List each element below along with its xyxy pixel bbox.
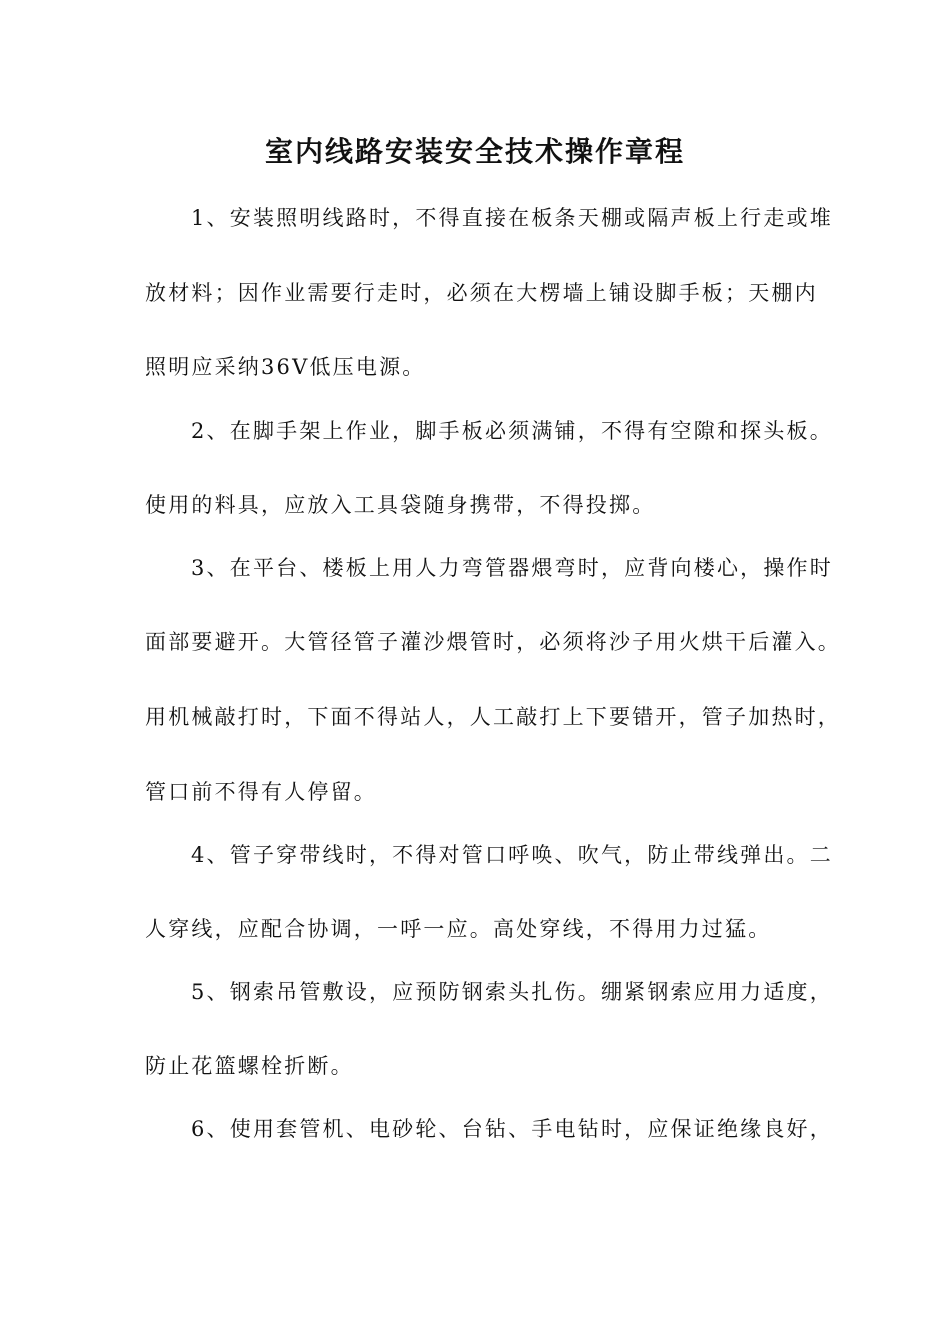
paragraph-5-line-1: 5、钢索吊管敷设，应预防钢索头扎伤。绷紧钢索应用力适度， <box>191 980 833 1004</box>
paragraph-3-line-1: 3、在平台、楼板上用人力弯管器煨弯时，应背向楼心，操作时 <box>191 556 833 580</box>
paragraph-3-line-4: 管口前不得有人停留。 <box>145 780 377 804</box>
paragraph-1-line-3: 照明应采纳36V低压电源。 <box>145 355 426 379</box>
paragraph-3-line-2: 面部要避开。大管径管子灌沙煨管时，必须将沙子用火烘干后灌入。 <box>145 630 841 654</box>
paragraph-2-line-2: 使用的料具，应放入工具袋随身携带，不得投掷。 <box>145 493 656 517</box>
paragraph-3-line-3: 用机械敲打时，下面不得站人，人工敲打上下要错开，管子加热时， <box>145 705 841 729</box>
paragraph-4-line-2: 人穿线，应配合协调，一呼一应。高处穿线，不得用力过猛。 <box>145 917 772 941</box>
paragraph-1-line-2: 放材料；因作业需要行走时，必须在大楞墙上铺设脚手板；天棚内 <box>145 281 818 305</box>
paragraph-1-line-1: 1、安装照明线路时，不得直接在板条天棚或隔声板上行走或堆 <box>191 206 833 230</box>
paragraph-2-line-1: 2、在脚手架上作业，脚手板必须满铺，不得有空隙和探头板。 <box>191 419 833 443</box>
document-title: 室内线路安装安全技术操作章程 <box>264 135 685 168</box>
paragraph-6-line-1: 6、使用套管机、电砂轮、台钻、手电钻时，应保证绝缘良好， <box>191 1117 833 1141</box>
paragraph-4-line-1: 4、管子穿带线时，不得对管口呼唤、吹气，防止带线弹出。二 <box>191 843 833 867</box>
paragraph-5-line-2: 防止花篮螺栓折断。 <box>145 1054 354 1078</box>
